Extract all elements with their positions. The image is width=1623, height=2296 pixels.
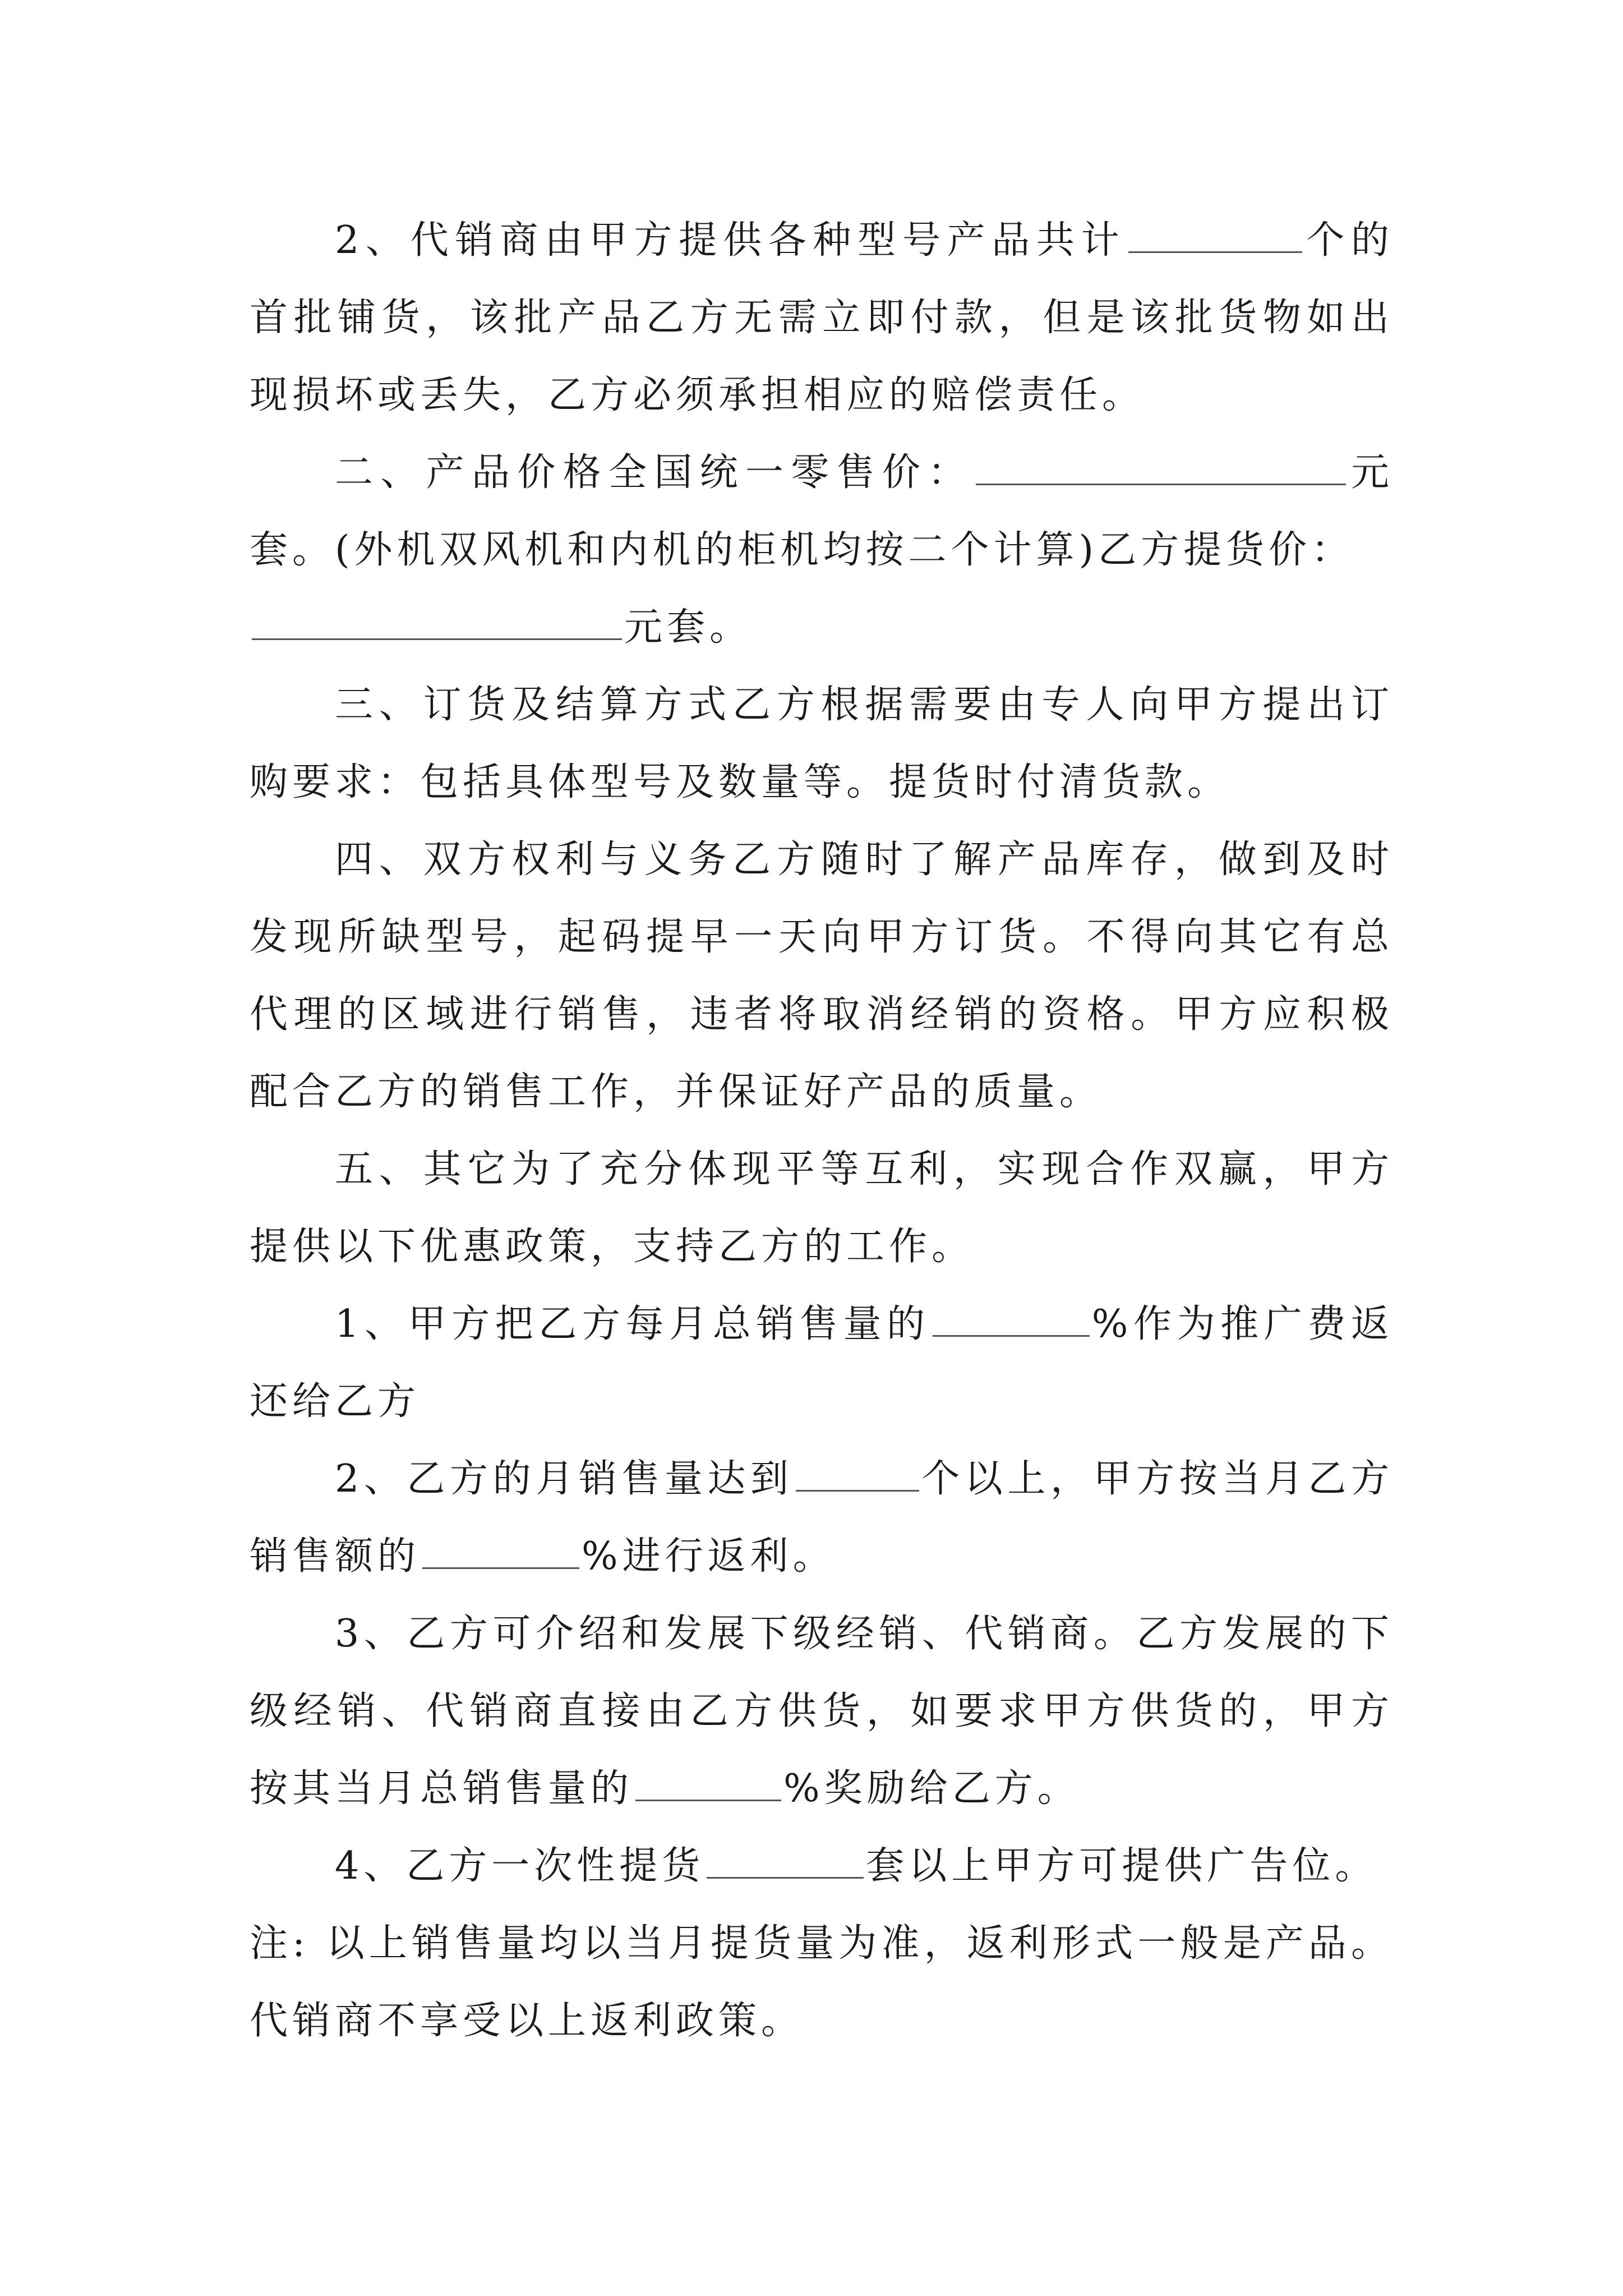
paragraph-text: %作为推广费返还给乙方 [250, 1302, 1394, 1424]
blank-field-quantity [1128, 220, 1302, 253]
blank-field-rebate-percent [422, 1536, 579, 1569]
paragraph-rights-obligations: 四、双方权利与义务乙方随时了解产品库存，做到及时发现所缺型号，起码提早一天向甲方订货。不得向其它有总代理的区域进行销售，违者将取消经销的资格。甲方应积极配合乙方的销售工作，并保证好产品的质量。 [250, 838, 1394, 1114]
paragraph-text: %奖励给乙方。 [783, 1766, 1080, 1811]
paragraph-text: 2、代销商由甲方提供各种型号产品共计 [335, 218, 1126, 263]
paragraph-text: 1、甲方把乙方每月总销售量的 [335, 1302, 930, 1346]
paragraph-text: 2、乙方的月销售量达到 [335, 1457, 794, 1501]
blank-field-pickup-sets [707, 1846, 864, 1879]
paragraph-promotion-rebate [250, 1286, 1394, 1441]
paragraph-volume-rebate [250, 1441, 1394, 1595]
document-body [250, 202, 1394, 2060]
blank-field-reward-percent [635, 1768, 781, 1801]
paragraph-ordering-settlement: 三、订货及结算方式乙方根据需要由专人向甲方提出订购要求：包括具体型号及数量等。提货时付清货款。 [250, 683, 1394, 804]
blank-field-promotion-percent [933, 1304, 1090, 1337]
blank-field-pickup-price [252, 607, 622, 640]
paragraph-text: 个以上，甲方按当月乙方销售额的 [250, 1457, 1394, 1579]
paragraph-consignment-stock [250, 202, 1394, 434]
paragraph-text: 元套。(外机双风机和内机的柜机均按二个计算)乙方提货价： [250, 450, 1394, 572]
paragraph-text: 套以上甲方可提供广告位。 [866, 1844, 1378, 1888]
paragraph-other-policies: 五、其它为了充分体现平等互利，实现合作双赢，甲方提供以下优惠政策，支持乙方的工作。 [250, 1147, 1394, 1269]
paragraph-text: 4、乙方一次性提货 [335, 1844, 705, 1888]
paragraph-product-price [250, 434, 1394, 666]
paragraph-text: 元套。 [624, 605, 753, 650]
blank-field-monthly-volume [796, 1458, 919, 1492]
blank-field-retail-price [976, 452, 1346, 485]
paragraph-advertising [250, 1828, 1394, 1905]
paragraph-sub-distributor-reward [250, 1595, 1394, 1828]
paragraph-text: 3、乙方可介绍和发展下级经销、代销商。乙方发展的下级经销、代销商直接由乙方供货，如要求甲方供货的，甲方按其当月总销售量的 [250, 1612, 1394, 1811]
paragraph-text: 个的首批铺货，该批产品乙方无需立即付款，但是该批货物如出现损坏或丢失，乙方必须承担相应的赔偿责任。 [250, 218, 1394, 417]
paragraph-text: %进行返利。 [582, 1534, 836, 1579]
paragraph-note: 注: 以上销售量均以当月提货量为准，返利形式一般是产品。代销商不享受以上返利政策。 [250, 1921, 1394, 2043]
paragraph-text: 二、产品价格全国统一零售价： [335, 450, 974, 495]
